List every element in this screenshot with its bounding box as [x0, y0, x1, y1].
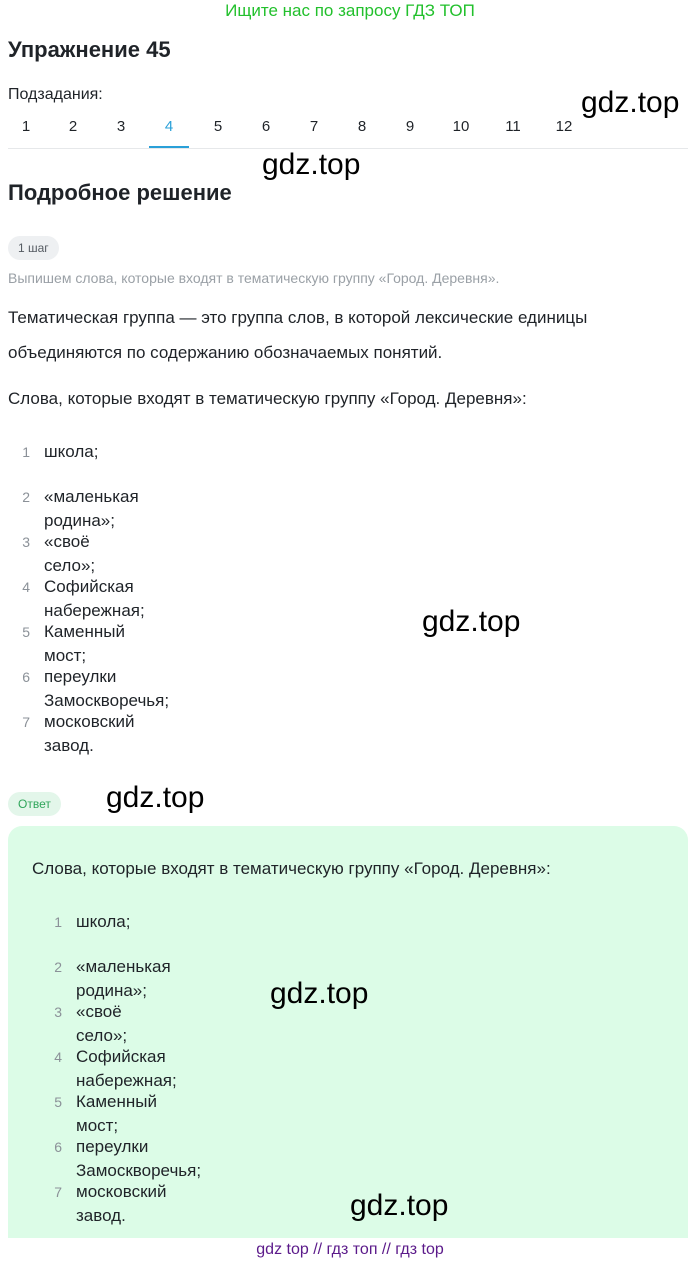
list-number: 7	[22, 714, 30, 730]
list-text: «своё село»;	[76, 1002, 128, 1045]
answer-badge: Ответ	[8, 792, 61, 816]
list-number: 5	[54, 1094, 62, 1110]
footer-links[interactable]: gdz top // гдз топ // гдз top	[256, 1241, 444, 1258]
answer-box	[8, 826, 688, 1238]
watermark: gdz.top	[422, 605, 521, 638]
list-number: 2	[54, 959, 62, 975]
list-number: 4	[22, 579, 30, 595]
list-text: переулки Замоскворечья;	[44, 667, 170, 710]
list-number: 1	[54, 914, 62, 930]
tab-1[interactable]: 1	[21, 118, 31, 135]
tab-2[interactable]: 2	[68, 118, 78, 135]
solution-heading: Подробное решение	[8, 180, 232, 205]
tab-10[interactable]: 10	[452, 118, 470, 135]
definition-text: Тематическая группа — это группа слов, в которой лексические единицы объединяются по содержанию обозначаемых понятий.	[8, 308, 588, 362]
step-badge: 1 шаг	[8, 236, 59, 260]
tab-4-active[interactable]: 4	[149, 108, 189, 148]
watermark: gdz.top	[270, 977, 369, 1010]
list-text: «своё село»;	[44, 532, 96, 575]
list-number: 7	[54, 1184, 62, 1200]
tab-12[interactable]: 12	[555, 118, 573, 135]
tab-11[interactable]: 11	[505, 118, 521, 135]
tab-7[interactable]: 7	[309, 118, 319, 135]
list-text: Софийская набережная;	[44, 577, 145, 620]
tab-3[interactable]: 3	[116, 118, 126, 135]
watermark: gdz.top	[262, 148, 361, 181]
list-text: Каменный мост;	[76, 1092, 157, 1135]
list-number: 3	[54, 1004, 62, 1020]
watermark: gdz.top	[106, 781, 205, 814]
list-number: 3	[22, 534, 30, 550]
list-text: Каменный мост;	[44, 622, 125, 665]
page-title: Упражнение 45	[8, 37, 171, 62]
subtask-tabs	[8, 108, 688, 149]
step-hint: Выпишем слова, которые входят в тематическую группу «Город. Деревня».	[8, 270, 500, 286]
tab-8[interactable]: 8	[357, 118, 367, 135]
list-number: 6	[22, 669, 30, 685]
list-number: 6	[54, 1139, 62, 1155]
subtasks-label: Подзадания:	[8, 86, 103, 103]
tab-5[interactable]: 5	[213, 118, 223, 135]
list-text: переулки Замоскворечья;	[76, 1137, 202, 1180]
list-number: 4	[54, 1049, 62, 1065]
list-number: 5	[22, 624, 30, 640]
watermark: gdz.top	[581, 86, 680, 119]
top-banner: Ищите нас по запросу ГДЗ ТОП	[225, 1, 475, 20]
list-text: школа;	[44, 442, 99, 461]
list-text: «маленькая родина»;	[44, 487, 139, 530]
tab-6[interactable]: 6	[261, 118, 271, 135]
watermark: gdz.top	[350, 1189, 449, 1222]
list-text: московский завод.	[76, 1182, 167, 1225]
tab-9[interactable]: 9	[405, 118, 415, 135]
list-text: московский завод.	[44, 712, 135, 755]
answer-intro: Слова, которые входят в тематическую группу «Город. Деревня»:	[32, 859, 551, 878]
list-text: Софийская набережная;	[76, 1047, 177, 1090]
list-number: 1	[22, 444, 30, 460]
list-number: 2	[22, 489, 30, 505]
list-text: «маленькая родина»;	[76, 957, 171, 1000]
list-intro: Слова, которые входят в тематическую группу «Город. Деревня»:	[8, 389, 527, 408]
list-text: школа;	[76, 912, 131, 931]
